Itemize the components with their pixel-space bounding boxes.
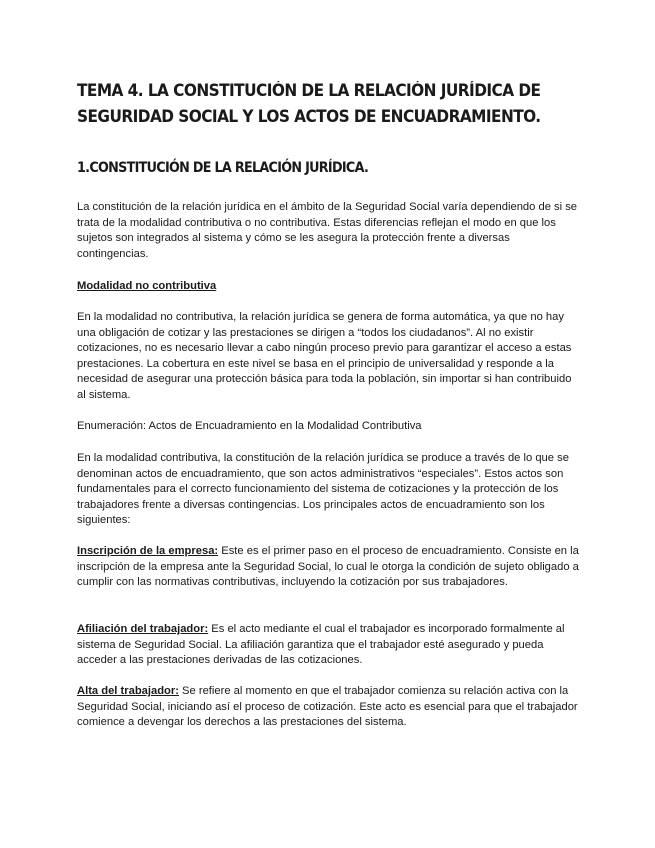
subheading-non-contributory: Modalidad no contributiva [77, 280, 217, 292]
document-page [77, 78, 579, 729]
contributory-paragraph: En la modalidad contributiva, la constitución de la relación jurídica se produce a través de lo que se denominan actos de encuadramiento, que son actos administrativos “especiales”. Estos actos son fundamentales para el correcto funcionamiento del sistema de cotizaciones y la protección de los trabajadores frente a diversas contingencias. Los principales actos de encuadramiento son los siguientes: [77, 452, 569, 527]
act-item [77, 684, 579, 731]
document-title: TEMA 4. LA CONSTITUCIÓN DE LA RELACIÓN JURÍDICA DE SEGURIDAD SOCIAL Y LOS ACTOS DE ENCUADRAMIENTO. [77, 81, 541, 126]
act-text: Se refiere al momento en que el trabajador comienza su relación activa con la Seguridad Social, iniciando así el proceso de cotización. Este acto es esencial para que el trabajador comience a devengar los derechos a las prestaciones del sistema. [77, 685, 578, 729]
act-text: Es el acto mediante el cual el trabajador es incorporado formalmente al sistema de Seguridad Social. La afiliación garantiza que el trabajador esté asegurado y pueda acceder a las prestaciones derivadas de las cotizaciones. [77, 623, 565, 667]
non-contributory-paragraph: En la modalidad no contributiva, la relación jurídica se genera de forma automática, ya que no hay una obligación de cotizar y las prestaciones se dirigen a “todos los ciudadanos”. Al no existir cotizaciones, no es necesario llevar a cabo ningún proceso previo para garantizar el acceso a estas prestaciones. La cobertura en este nivel se basa en el principio de universalidad y responde a la necesidad de asegurar una protección básica para toda la población, sin importar si han contribuido al sistema. [77, 311, 572, 401]
act-item [77, 622, 579, 669]
act-text: Este es el primer paso en el proceso de encuadramiento. Consiste en la inscripción de la empresa ante la Seguridad Social, lo cual le otorga la condición de sujeto obligado a cumplir con las normativas contributivas, incluyendo la cotización por sus trabajadores. [77, 545, 579, 589]
section-heading: 1.CONSTITUCIÓN DE LA RELACIÓN JURÍDICA. [77, 160, 369, 176]
enumeration-heading: Enumeración: Actos de Encuadramiento en la Modalidad Contributiva [77, 420, 422, 432]
act-item [77, 544, 579, 591]
act-term: Inscripción de la empresa: [77, 545, 219, 557]
act-term: Afiliación del trabajador: [77, 623, 209, 635]
intro-paragraph: La constitución de la relación jurídica en el ámbito de la Seguridad Social varía dependiendo de si se trata de la modalidad contributiva o no contributiva. Estas diferencias reflejan el modo en que los sujetos son integrados al sistema y cómo se les asegura la protección frente a diversas contingencias. [77, 201, 578, 260]
act-term: Alta del trabajador: [77, 685, 179, 697]
